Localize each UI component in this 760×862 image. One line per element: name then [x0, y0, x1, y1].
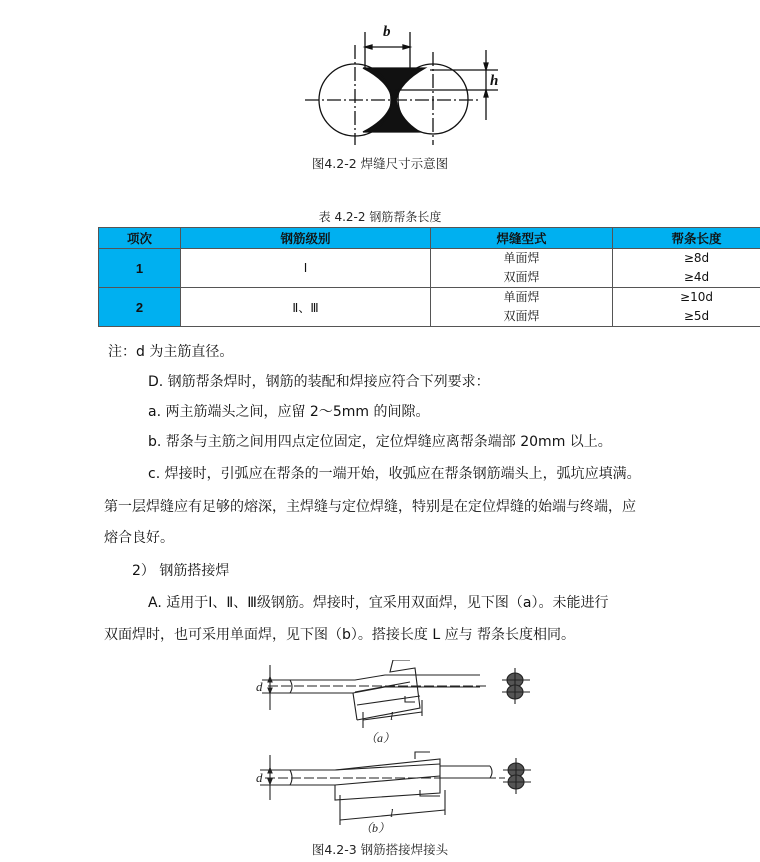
- row-index: 1: [99, 249, 181, 288]
- table-caption: 表 4.2-2 钢筋帮条长度: [318, 210, 442, 224]
- splice-length-table: [98, 227, 760, 327]
- label-b: b: [383, 24, 391, 40]
- row-length: ≥5d: [613, 307, 760, 327]
- table-row: [99, 288, 760, 308]
- subcaption-a: （a）: [365, 731, 396, 745]
- item-d: D. 钢筋帮条焊时，钢筋的装配和焊接应符合下列要求：: [148, 374, 490, 390]
- item-c-line1: c. 焊接时，引弧应在帮条的一端开始，收弧应在帮条钢筋端头上，弧坑应填满。: [148, 466, 641, 482]
- section-lap-weld: 2） 钢筋搭接焊: [132, 563, 230, 579]
- item-a: a. 两主筋端头之间，应留 2～5mm 的间隙。: [148, 404, 430, 420]
- lap-weld-b: [260, 752, 531, 825]
- label-l-b: l: [390, 806, 394, 820]
- row-length: ≥10d: [613, 288, 760, 308]
- cross-section-a-icon: [502, 668, 530, 704]
- row-grade: Ⅱ、Ⅲ: [181, 288, 431, 327]
- row-weld-type: 单面焊: [431, 249, 613, 269]
- row-weld-type: 双面焊: [431, 307, 613, 327]
- row-index: 2: [99, 288, 181, 327]
- cross-section-b-icon: [503, 758, 531, 794]
- item-c-line2: 第一层焊缝应有足够的熔深，主焊缝与定位焊缝，特别是在定位焊缝的始端与终端，应: [104, 499, 636, 515]
- row-length: ≥8d: [613, 249, 760, 269]
- row-length: ≥4d: [613, 268, 760, 288]
- row-grade: Ⅰ: [181, 249, 431, 288]
- figure-caption-4-2-2: 图4.2-2 焊缝尺寸示意图: [311, 156, 449, 171]
- table-row: [99, 249, 760, 269]
- weld-size-diagram: [300, 10, 510, 145]
- label-d-b: d: [256, 770, 263, 785]
- col-header-grade: 钢筋级别: [181, 228, 431, 249]
- item-A-line1: A. 适用于Ⅰ、Ⅱ、Ⅲ级钢筋。焊接时，宜采用双面焊，见下图（a）。未能进行: [148, 595, 609, 611]
- lap-weld-a: [262, 660, 530, 728]
- row-weld-type: 单面焊: [431, 288, 613, 308]
- table-header-row: [99, 228, 760, 249]
- row-weld-type: 双面焊: [431, 268, 613, 288]
- item-c-line3: 熔合良好。: [104, 530, 174, 546]
- label-h: h: [490, 73, 499, 89]
- label-d-a: d: [256, 679, 263, 694]
- lap-weld-diagram: [250, 660, 540, 835]
- col-header-index: 项次: [99, 228, 181, 249]
- item-A-line2: 双面焊时，也可采用单面焊，见下图（b）。搭接长度 L 应与 帮条长度相同。: [104, 627, 576, 643]
- subcaption-b: （b）: [360, 821, 391, 835]
- table-note: 注：d 为主筋直径。: [108, 344, 234, 360]
- item-b: b. 帮条与主筋之间用四点定位固定，定位焊缝应离帮条端部 20mm 以上。: [148, 434, 612, 450]
- label-l-a: l: [390, 709, 394, 723]
- figure-caption-4-2-3: 图4.2-3 钢筋搭接焊接头: [311, 842, 449, 857]
- col-header-length: 帮条长度: [613, 228, 760, 249]
- col-header-weld-type: 焊缝型式: [431, 228, 613, 249]
